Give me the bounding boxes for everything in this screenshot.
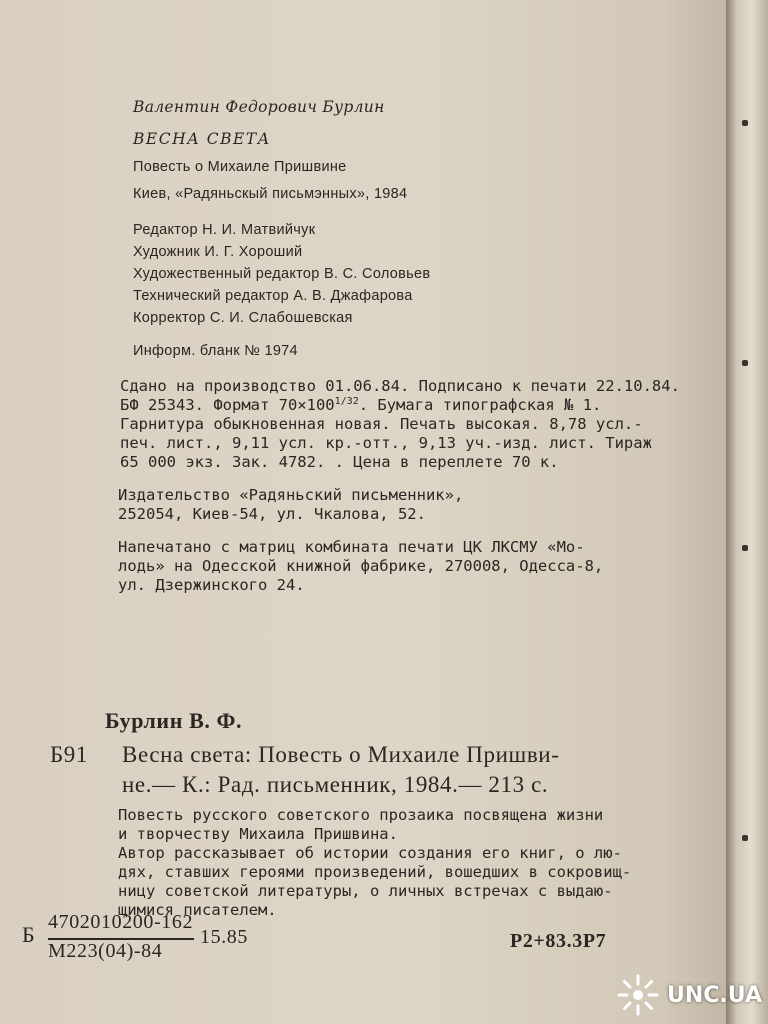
annotation-line-2: и творчеству Михаила Пришвина. xyxy=(118,825,398,843)
inform-blank: Информ. бланк № 1974 xyxy=(133,343,298,359)
printed-line-3: ул. Дзержинского 24. xyxy=(118,576,305,594)
watermark xyxy=(615,972,762,1018)
binding-stitch xyxy=(742,545,748,551)
annotation-line-6: щимися писателем. xyxy=(118,901,277,919)
price-code: 15.85 xyxy=(200,926,248,948)
publisher-address-1: Издательство «Радяньский письменник», xyxy=(118,486,464,504)
catalog-line-2: не.— К.: Рад. письменник, 1984.— 213 с. xyxy=(122,772,549,797)
production-line-2: БФ 25343. Формат $70\times 100^{1/32}$. Бумага типографская № 1. xyxy=(120,396,602,415)
book-title: ВЕСНА СВЕТА xyxy=(133,130,271,148)
credit-corrector: Корректор С. И. Слабошевская xyxy=(133,310,353,326)
credit-art-editor: Художественный редактор В. С. Соловьев xyxy=(133,266,431,282)
binding-stitch xyxy=(742,835,748,841)
binding-stitch xyxy=(742,120,748,126)
catalog-code: Б91 xyxy=(50,742,89,767)
book-spine-edge xyxy=(726,0,768,1024)
credit-editor: Редактор Н. И. Матвийчук xyxy=(133,222,316,238)
binding-stitch xyxy=(742,360,748,366)
production-line-4: печ. лист., 9,11 усл. кр.-отт., 9,13 уч.-изд. лист. Тираж xyxy=(120,434,652,452)
annotation-line-5: ницу советской литературы, о личных встречах с выдаю- xyxy=(118,882,613,900)
printed-line-1: Напечатано с матриц комбината печати ЦК ЛКСМУ «Мо- xyxy=(118,538,585,556)
bbk-denominator: М223(04)-84 xyxy=(48,940,163,962)
annotation-line-3: Автор рассказывает об истории создания его книг, о лю- xyxy=(118,844,622,862)
catalog-heading: Бурлин В. Ф. xyxy=(105,708,243,733)
production-line-1: Сдано на производство 01.06.84. Подписано к печати 22.10.84. xyxy=(120,377,680,395)
annotation-line-1: Повесть русского советского прозаика посвящена жизни xyxy=(118,806,604,824)
printed-line-2: лодь» на Одесской книжной фабрике, 270008, Одесса-8, xyxy=(118,557,604,575)
book-subtitle: Повесть о Михаиле Пришвине xyxy=(133,159,347,175)
classification-code: Р2+83.3Р7 xyxy=(510,930,607,952)
publisher-address-2: 252054, Киев-54, ул. Чкалова, 52. xyxy=(118,505,426,523)
publisher-line: Киев, «Радяньскый письмэнных», 1984 xyxy=(133,186,408,202)
catalog-line-1: Весна света: Повесть о Михаиле Пришви- xyxy=(122,742,560,767)
production-line-3: Гарнитура обыкновенная новая. Печать высокая. 8,78 усл.- xyxy=(120,415,643,433)
bbk-numerator: 4702010200-162 xyxy=(48,911,194,933)
annotation-line-4: дях, ставших героями произведений, вошедших в сокровищ- xyxy=(118,863,632,881)
watermark-logo-icon xyxy=(615,972,661,1018)
watermark-text: UNC.UA xyxy=(667,982,762,1008)
bbk-letter: Б xyxy=(22,922,36,947)
credit-tech-editor: Технический редактор А. В. Джафарова xyxy=(133,288,413,304)
production-line-5: 65 000 экз. Зак. 4782. . Цена в переплете 70 к. xyxy=(120,453,559,471)
credit-artist: Художник И. Г. Хороший xyxy=(133,244,303,260)
author-name: Валентин Федорович Бурлин xyxy=(133,98,385,116)
